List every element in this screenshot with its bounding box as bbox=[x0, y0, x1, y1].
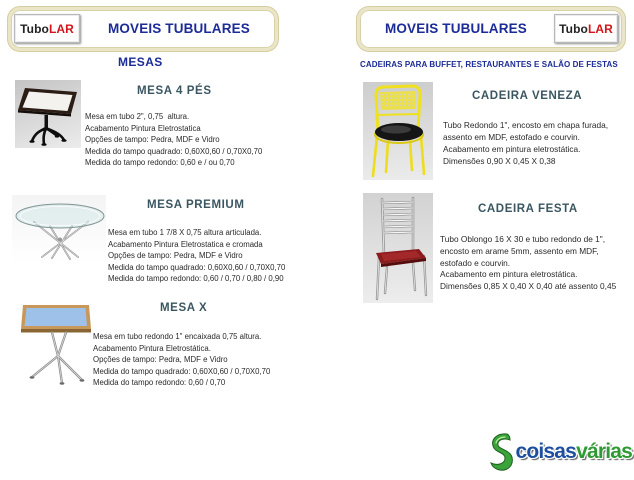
product-description bbox=[85, 111, 262, 169]
description-line: Acabamento Pintura Eletrostática. bbox=[93, 343, 211, 353]
glass-top bbox=[16, 204, 104, 228]
header-title: MOVEIS TUBULARES bbox=[108, 21, 250, 36]
description-line: Opções de tampo: Pedra, MDF e Vidro bbox=[93, 355, 228, 364]
chair-back-rail bbox=[378, 114, 418, 115]
watermark-text bbox=[515, 439, 632, 465]
table-foot bbox=[80, 379, 85, 381]
description-line: Medida do tampo redondo: 0,60 e / ou 0,70 bbox=[85, 158, 235, 167]
description-line: Tubo Oblongo 16 X 30 e tubo redondo de 1", bbox=[440, 234, 606, 244]
product-title: MESA PREMIUM bbox=[147, 199, 245, 211]
description-line: Mesa em tubo redondo 1" encaixada 0,75 altura. bbox=[93, 332, 262, 341]
description-line: estofado e courvin. bbox=[440, 257, 511, 268]
table-top-edge bbox=[21, 329, 91, 333]
product-description bbox=[108, 227, 285, 285]
description-line: Medida do tampo quadrado: 0,60X0,60 / 0,70X0,70 bbox=[93, 366, 271, 376]
table-joint bbox=[58, 238, 62, 242]
header-right bbox=[357, 7, 625, 51]
tubolar-logo-tubo: Tubo bbox=[559, 21, 588, 36]
product-photo-mesa-premium bbox=[12, 195, 106, 263]
product-description bbox=[443, 119, 608, 167]
description-line: encosto em arame 5mm, assento em MDF, bbox=[440, 245, 599, 256]
product-title: CADEIRA VENEZA bbox=[472, 90, 583, 102]
section-title-mesas: MESAS bbox=[118, 55, 163, 69]
description-line: Tubo Redondo 1", encosto em chapa furada, bbox=[443, 120, 608, 130]
description-line: Acabamento em pintura eletrostática. bbox=[443, 144, 581, 154]
product-photo-mesa-4-pes bbox=[15, 80, 81, 148]
description-line: Opções de tampo: Pedra, MDF e Vidro bbox=[108, 251, 243, 260]
tubolar-logo-tubo: Tubo bbox=[20, 21, 49, 36]
product-photo-cadeira-veneza bbox=[363, 82, 433, 180]
table-top-surface bbox=[23, 92, 73, 112]
description-line: Medida do tampo redondo: 0,60 / 0,70 bbox=[93, 378, 226, 387]
tubolar-logo-lar: LAR bbox=[587, 21, 613, 36]
yellow-chair-illustration bbox=[363, 82, 433, 180]
product-description bbox=[93, 331, 270, 389]
chair-back-perforation bbox=[382, 93, 414, 108]
product-photo-mesa-x bbox=[20, 302, 92, 386]
description-line: Medida do tampo quadrado: 0,60X0,60 / 0,70X0,70 bbox=[85, 146, 263, 156]
description-line: assento em MDF, estofado e courvin. bbox=[443, 132, 580, 142]
tubolar-logo bbox=[14, 14, 80, 43]
watermark-text-varias: várias bbox=[576, 440, 632, 463]
swirl-icon-shape bbox=[491, 434, 512, 470]
coisasvarias-logo bbox=[487, 430, 632, 474]
swirl-icon bbox=[487, 431, 515, 473]
table-foot bbox=[30, 376, 35, 378]
table-foot bbox=[29, 140, 34, 143]
description-line: Acabamento em pintura eletrostática. bbox=[440, 269, 578, 280]
table-foot bbox=[61, 139, 66, 142]
tubolar-logo-lar: LAR bbox=[48, 21, 74, 36]
product-title: MESA 4 PÉS bbox=[137, 85, 212, 97]
chair-back-bars-highlight bbox=[383, 202, 413, 233]
table-foot bbox=[55, 135, 59, 137]
table-top-surface bbox=[25, 308, 88, 326]
chrome-chair-illustration bbox=[363, 193, 433, 303]
section-title-cadeiras: CADEIRAS PARA BUFFET, RESTAURANTES E SALÃO DE FESTAS bbox=[360, 60, 618, 69]
description-line: Acabamento Pintura Eletrostatica e cromada bbox=[108, 239, 263, 249]
table-legs bbox=[32, 128, 64, 144]
description-line: Dimensões 0,85 X 0,40 X 0,40 até assento 0,45 bbox=[440, 281, 617, 292]
table-foot bbox=[41, 143, 46, 146]
header-left bbox=[8, 7, 278, 51]
chair-seat-highlight bbox=[381, 126, 411, 134]
description-line: Dimensões 0,90 X 0,45 X 0,38 bbox=[443, 156, 556, 166]
description-line: Acabamento Pintura Eletrostatica bbox=[85, 123, 201, 133]
product-title: CADEIRA FESTA bbox=[478, 203, 578, 215]
table-foot bbox=[60, 382, 65, 384]
header-title: MOVEIS TUBULARES bbox=[385, 21, 527, 36]
description-line: Medida do tampo redondo: 0,60 / 0,70 / 0,80 / 0,90 bbox=[108, 274, 284, 283]
glass-table-illustration bbox=[12, 195, 106, 263]
product-photo-cadeira-festa bbox=[363, 193, 433, 303]
product-description bbox=[440, 234, 616, 293]
chair-back-bars bbox=[383, 202, 413, 233]
tubolar-logo bbox=[554, 14, 618, 43]
watermark-text-coisas: coisas bbox=[515, 440, 577, 463]
description-line: Mesa em tubo 1 7/8 X 0,75 altura articulada. bbox=[108, 228, 262, 237]
table-illustration bbox=[15, 80, 81, 148]
table-legs bbox=[32, 333, 82, 384]
description-line: Medida do tampo quadrado: 0,60X0,60 / 0,70X0,70 bbox=[108, 262, 286, 272]
description-line: Mesa em tubo 2", 0,75 altura. bbox=[85, 112, 190, 121]
description-line: Opções de tampo: Pedra, MDF e Vidro bbox=[85, 135, 220, 144]
product-title: MESA X bbox=[160, 302, 208, 314]
x-table-illustration bbox=[20, 302, 92, 386]
